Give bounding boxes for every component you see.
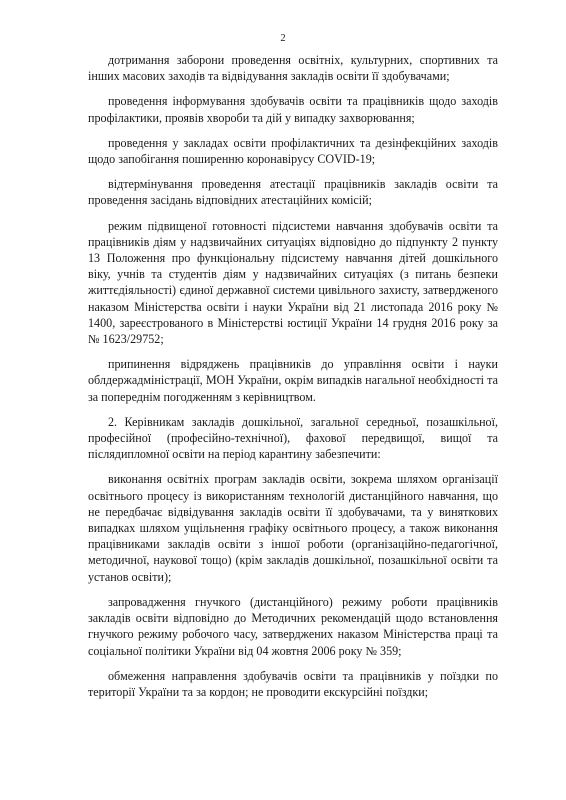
paragraph-disinfection: проведення у закладах освіти профілактичних та дезінфекційних заходів щодо запобігання поширенню коронавірусу COVID-19; — [88, 135, 498, 167]
paragraph-travel-restriction: обмеження направлення здобувачів освіти та працівників у поїздки по території України та за кордон; не проводити екскурсійні поїздки; — [88, 668, 498, 699]
paragraph-ban-mass-events: дотримання заборони проведення освітніх, культурних, спортивних та інших масових заходів та відвідування закладів освіти її здобувачами; — [88, 53, 498, 84]
paragraph-business-trips: припинення відряджень працівників до управління освіти і науки облдержадміністрації, МОН України, окрім випадків нагальної необхідності та за попереднім погодженням з керівництвом. — [88, 357, 498, 404]
paragraph-informing: проведення інформування здобувачів освіти та працівників щодо заходів профілактики, проявів хвороби та дій у випадку захворювання; — [88, 94, 498, 125]
paragraph-attestation-postponement: відтермінування проведення атестації працівників закладів освіти та проведення засідань відповідних атестаційних комісій; — [88, 177, 498, 208]
paragraph-remote-learning: виконання освітніх програм закладів освіти, зокрема шляхом організації освітнього процесу із використанням технологій дистанційного навчання, що не передбачає відвідування закладів освіти її здобувачами, та у виняткових випадках шляхом ущільнення графіку освітнього процесу, а також виконання працівниками закладів освіти з іншої роботи (організаційно-педагогічної, методичної, наукової тощо) (крім закладів дошкільної, позашкільної освіти та установ освіти); — [88, 472, 498, 584]
page-number: 2 — [280, 33, 286, 44]
paragraph-flexible-work: запровадження гнучкого (дистанційного) режиму роботи працівників закладів освіти відповідно до Методичних рекомендацій щодо встановлення гнучкого режиму робочого часу, затверджених наказом Міністерства праці та соціальної політики України від 04 жовтня 2006 року № 359; — [88, 594, 498, 658]
paragraph-item-2: 2. Керівникам закладів дошкільної, загальної середньої, позашкільної, професійної (професійно-технічної), фахової передвищої, вищої та післядипломної освіти на період карантину забезпечити: — [88, 414, 498, 462]
document-body — [88, 52, 498, 709]
paragraph-readiness-mode: режим підвищеної готовності підсистеми навчання здобувачів освіти та працівників діям у надзвичайних ситуаціях відповідно до підпункту 2 пункту 13 Положення про функціональну підсистему навчання дітей дошкільного віку, учнів та студентів діям у надзвичайних ситуаціях (з питань безпеки життєдіяльності) єдиної державної системи цивільного захисту, затвердженого наказом Міністерства освіти і науки України від 21 листопада 2016 року № 1400, зареєстрованого в Міністерстві юстиції України 14 грудня 2016 року за № 1623/29752; — [88, 218, 498, 347]
